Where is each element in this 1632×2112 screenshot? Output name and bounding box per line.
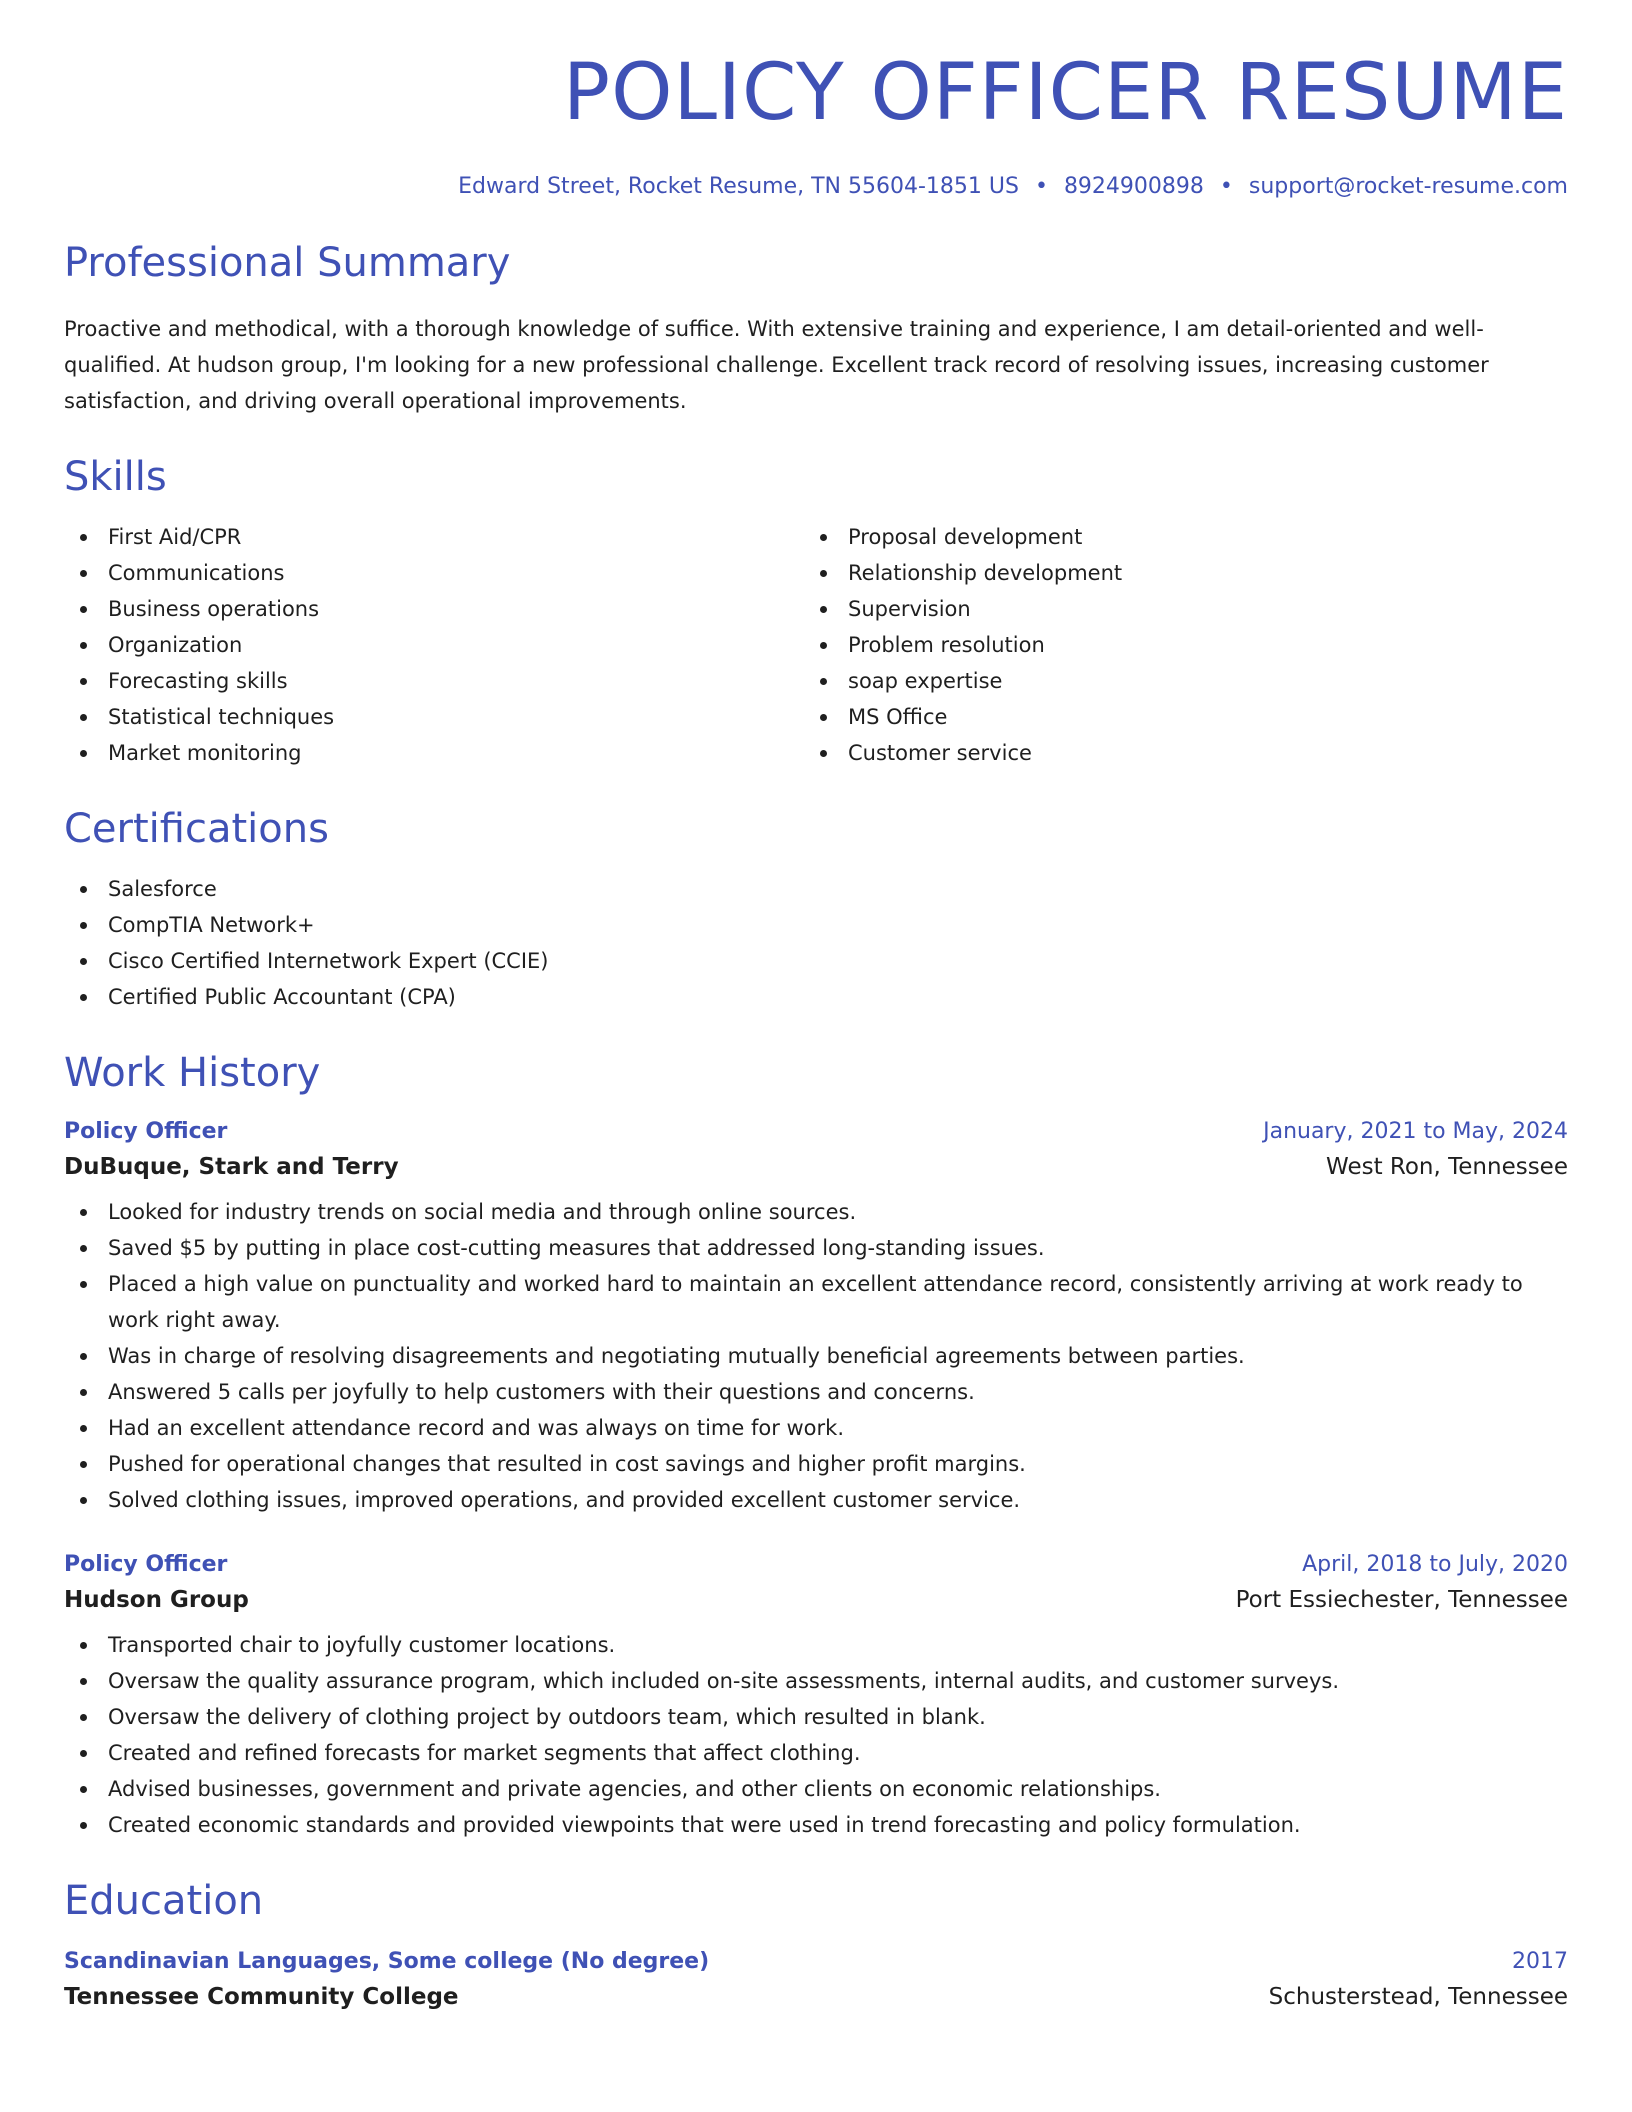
skills-heading: Skills [64,454,167,500]
certification-item: Cisco Certified Internetwork Expert (CCIE) [64,943,1568,979]
certifications-section [64,806,1568,1015]
skill-item: Business operations [64,591,804,627]
resume-title: POLICY OFFICER RESUME [563,48,1568,138]
resume-header [64,0,1568,199]
contact-email: support@rocket-resume.com [1248,174,1568,199]
education-degree: Scandinavian Languages, Some college (No degree) [64,1949,710,1974]
contact-separator: • [1034,174,1048,199]
job-company-row [64,1154,1568,1180]
summary-section [64,240,1568,419]
skill-item: soap expertise [804,663,1544,699]
skills-grid [64,519,1568,771]
education-location: Schusterstead, Tennessee [1268,1984,1568,2010]
job-bullet: Advised businesses, government and private agencies, and other clients on economic relationships. [64,1771,1568,1807]
skill-item: Problem resolution [804,627,1544,663]
skill-item: MS Office [804,699,1544,735]
education-heading: Education [64,1878,264,1924]
certification-item: Salesforce [64,871,1568,907]
contact-phone: 8924900898 [1063,174,1204,199]
contact-line [64,174,1568,199]
education-header-row [64,1949,1568,1974]
certifications-list [64,871,1568,1015]
certifications-heading: Certifications [64,806,329,852]
job-bullet: Placed a high value on punctuality and worked hard to maintain an excellent attendance record, consistently arriving at work ready to work right away. [64,1266,1568,1338]
skill-item: Forecasting skills [64,663,804,699]
skills-section [64,454,1568,771]
education-section [64,1878,1568,2010]
job-company: Hudson Group [64,1587,249,1613]
job-location: West Ron, Tennessee [1326,1154,1568,1180]
summary-text: Proactive and methodical, with a thorough knowledge of suffice. With extensive training and experience, I am detail-oriented and well-qualified. At hudson group, I'm looking for a new professional challenge. Excellent track record of resolving issues, increasing customer satisfaction, and driving overall operational improvements. [64,317,1489,413]
job-bullets [64,1194,1568,1518]
job-bullet: Answered 5 calls per joyfully to help customers with their questions and concerns. [64,1374,1568,1410]
skill-item: Market monitoring [64,735,804,771]
skill-item: Organization [64,627,804,663]
skill-item: Relationship development [804,555,1544,591]
contact-address: Edward Street, Rocket Resume, TN 55604-1851 US [458,174,1019,199]
job-title: Policy Officer [64,1119,228,1144]
skill-item: Supervision [804,591,1544,627]
work-history-heading: Work History [64,1050,321,1096]
skill-item: Statistical techniques [64,699,804,735]
certification-item: Certified Public Accountant (CPA) [64,979,1568,1015]
skill-item: Communications [64,555,804,591]
job-header-row [64,1119,1568,1144]
contact-separator: • [1219,174,1233,199]
skill-item: First Aid/CPR [64,519,804,555]
job-bullet: Created economic standards and provided viewpoints that were used in trend forecasting and policy formulation. [64,1807,1568,1843]
job-entry [64,1119,1568,1518]
job-header-row [64,1552,1568,1577]
job-dates: January, 2021 to May, 2024 [1263,1119,1568,1144]
education-school: Tennessee Community College [64,1984,459,2010]
education-school-row [64,1984,1568,2010]
work-history-section [64,1050,1568,1843]
skills-list-left [64,519,804,771]
job-bullet: Created and refined forecasts for market segments that affect clothing. [64,1735,1568,1771]
job-company-row [64,1587,1568,1613]
job-company: DuBuque, Stark and Terry [64,1154,399,1180]
job-bullets [64,1627,1568,1843]
job-bullet: Solved clothing issues, improved operations, and provided excellent customer service. [64,1482,1568,1518]
job-bullet: Oversaw the quality assurance program, which included on-site assessments, internal audits, and customer surveys. [64,1663,1568,1699]
job-bullet: Had an excellent attendance record and was always on time for work. [64,1410,1568,1446]
job-bullet: Transported chair to joyfully customer locations. [64,1627,1568,1663]
job-location: Port Essiechester, Tennessee [1235,1587,1568,1613]
job-title: Policy Officer [64,1552,228,1577]
education-year: 2017 [1512,1949,1568,1974]
skill-item: Proposal development [804,519,1544,555]
skill-item: Customer service [804,735,1544,771]
summary-heading: Professional Summary [64,240,511,286]
job-entry [64,1552,1568,1843]
job-bullet: Looked for industry trends on social media and through online sources. [64,1194,1568,1230]
job-bullet: Saved $5 by putting in place cost-cutting measures that addressed long-standing issues. [64,1230,1568,1266]
job-bullet: Pushed for operational changes that resulted in cost savings and higher profit margins. [64,1446,1568,1482]
job-bullet: Was in charge of resolving disagreements and negotiating mutually beneficial agreements between parties. [64,1338,1568,1374]
job-bullet: Oversaw the delivery of clothing project by outdoors team, which resulted in blank. [64,1699,1568,1735]
skills-list-right [804,519,1544,771]
certification-item: CompTIA Network+ [64,907,1568,943]
job-dates: April, 2018 to July, 2020 [1302,1552,1568,1577]
